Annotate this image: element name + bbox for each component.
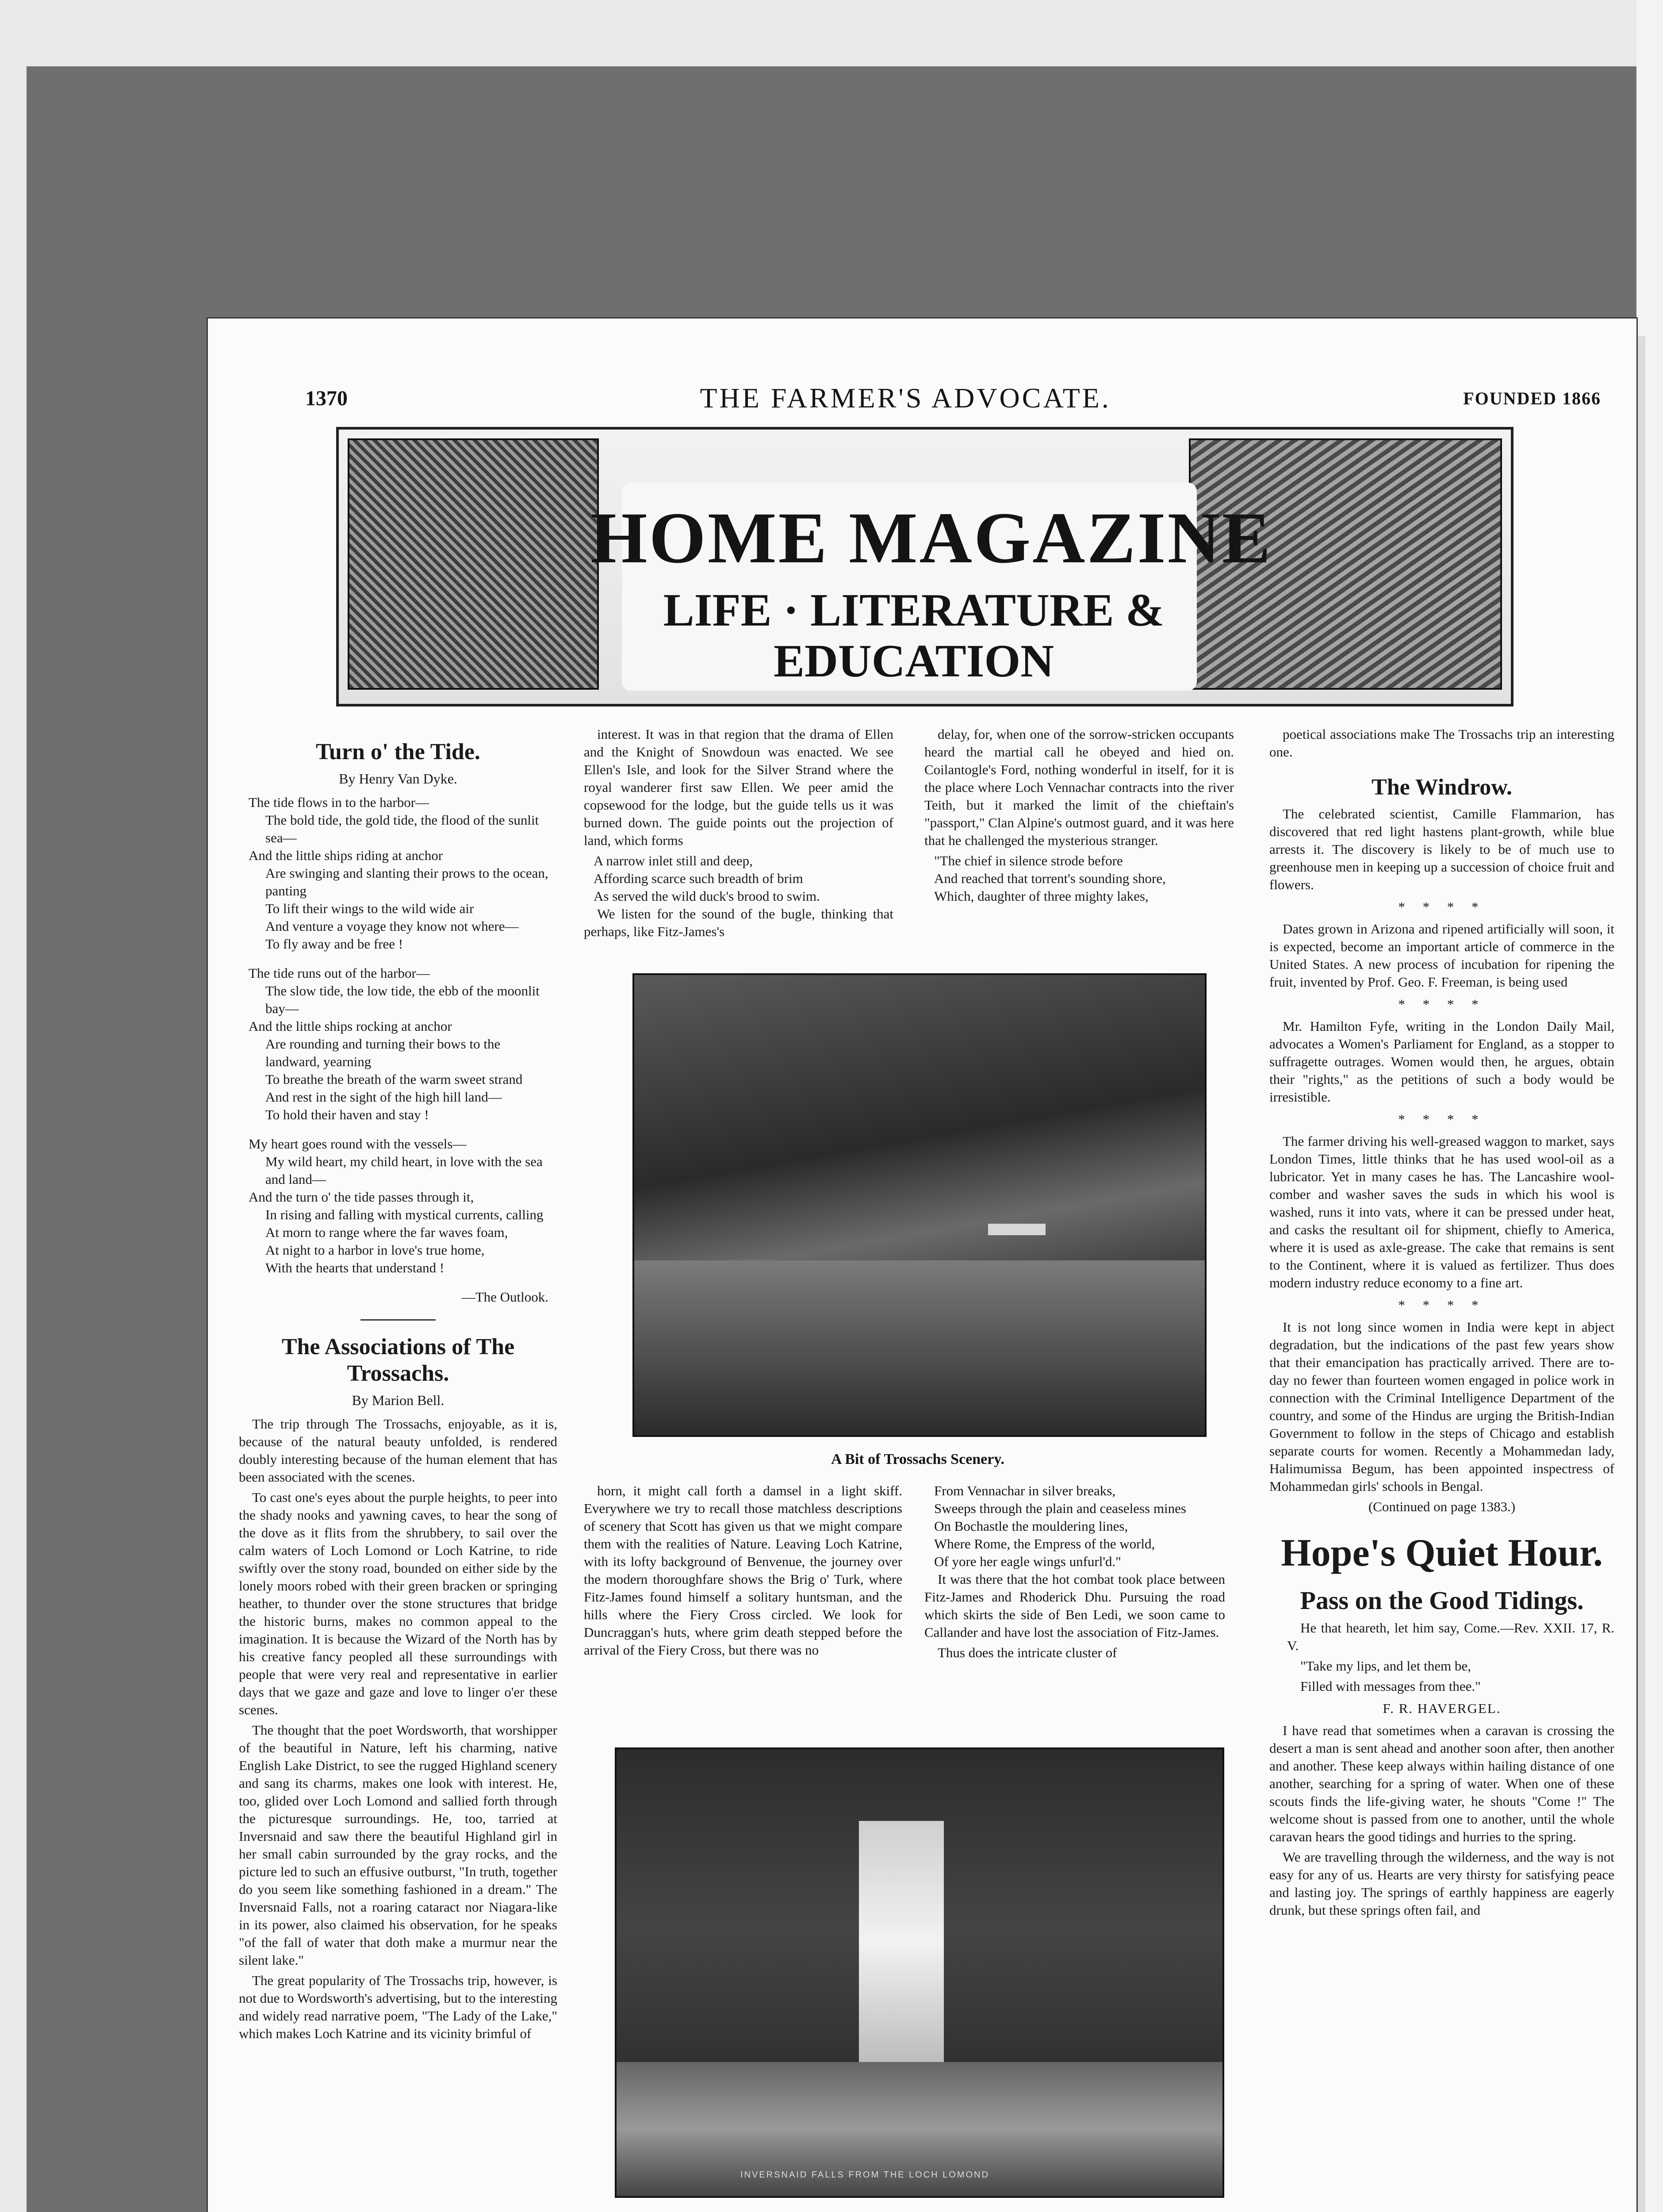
section-stars: * * * * [1398,996,1486,1012]
paragraph: The great popularity of The Trossachs trip, however, is not due to Wordsworth's advertising, but to the interesting and widely read narrative poem, "The Lady of the Lake," which makes Loch Katrine and its vicinity brimful of [239,1973,557,2041]
paragraph: Dates grown in Arizona and ripened artificially will soon, it is expected, become an important article of commerce in the United States. A new process of incubation for ripening the fruit, invented by Prof. Geo. F. Freeman, is being used [1269,921,1614,990]
verse-line: From Vennachar in silver breaks, [934,1483,1116,1498]
waterfall [859,1821,944,2062]
windrow-title: The Windrow. [1372,775,1512,800]
trossachs-scenery-photo [632,973,1207,1437]
poem-byline: By Henry Van Dyke. [339,771,457,787]
verse-line: "The chief in silence strode before [934,853,1123,868]
page-number: 1370 [305,386,348,410]
paragraph: We listen for the sound of the bugle, thinking that perhaps, like Fitz-James's [584,906,893,939]
column-2 [584,726,893,943]
column-3 [924,726,1234,905]
hymn-line: Filled with messages from thee." [1300,1678,1481,1694]
home-magazine-banner [336,427,1514,707]
newspaper-page [208,319,1636,2212]
page-header [305,382,1601,414]
paragraph: Thus does the intricate cluster of [938,1645,1117,1660]
verse-line: Where Rome, the Empress of the world, [934,1536,1155,1551]
section-stars: * * * * [1398,1111,1486,1127]
verse-line: Affording scarce such breadth of brim [594,871,803,886]
paragraph: To cast one's eyes about the purple heights, to peer into the shady nooks and yawning caves, to hear the song of the dove as it flits from the shrubbery, to sail over the calm waters of Loch Lomond or Loch Katrine, to ride swiftly over the stony road, bounded on either side by the lonely moors robed with their green bracken or springing heather, to thunder over the stone structures that bridge the historic burns, makes no common appeal to the imagination. It is because the Wizard of the North has by his creative fancy peopled all these surroundings with people that were very real and representative in earlier days that we gaze and gaze and love to linger o'er these scenes. [239,1490,557,1717]
paragraph: The farmer driving his well-greased waggon to market, says London Times, little thinks that he has used wool-oil as a lubricator. Yet in many cases he has. The Lancashire wool-comber and washer saves the suds in which his wool is washed, runs it into vats, where it can be pressed under heat, and casks the resultant oil for shipment, chiefly to America, where it is used as axle-grease. The cake that remains is sent to the Continent, where it is valued as fertilizer. Thus does modern industry reduce economy to a fine art. [1269,1133,1614,1290]
column-3-lower [924,1482,1225,1664]
cottage-illustration [348,438,599,690]
hymn-line: "Take my lips, and let them be, [1300,1658,1471,1674]
boat [988,1224,1046,1235]
paragraph: Mr. Hamilton Fyfe, writing in the London Daily Mail, advocates a Women's Parliament for England, as a stopper to suffragette outrages. Women would then, he argues, obtain their "rights," as the petitions of such a body would be irresistible. [1269,1018,1614,1105]
plate-text: INVERSNAID FALLS FROM THE LOCH LOMOND [740,2170,989,2180]
paragraph: The trip through The Trossachs, enjoyable, as it is, because of the natural beauty unfolded, is rendered doubly interesting because of the human element that has been associated with the scenes. [239,1416,557,1485]
paragraph: The celebrated scientist, Camille Flammarion, has discovered that red light hastens plant-growth, while blue arrests it. The discovery is likely to be of much use to greenhouse men in keeping up a succession of choice fruit and flowers. [1269,806,1614,892]
hopes-quiet-hour-title: Hope's Quiet Hour. [1281,1532,1603,1575]
continued-note: (Continued on page 1383.) [1368,1499,1516,1514]
poem-source: —The Outlook. [461,1289,548,1305]
poem-stanza-3: My heart goes round with the vessels— My wild heart, my child heart, in love with the sea and land— And the turn o' the tide passes through it, In rising and falling with mystical currents, calling At morn to range where the far waves foam, At night to a harbor in love's true home, With the hearts that understand ! [249,1136,544,1275]
scripture-reference: He that heareth, let him say, Come.—Rev. XXII. 17, R. V. [1287,1620,1614,1653]
paragraph: We are travelling through the wilderness, and the way is not easy for any of us. Hearts are very thirsty for satisfying peace and lasting joy. The springs of earthly happiness are eagerly drunk, but these springs often fail, and [1269,1849,1614,1918]
banner-title: HOME MAGAZINE [590,497,1272,578]
pass-on-title: Pass on the Good Tidings. [1300,1586,1584,1615]
hymn-attribution: F. R. HAVERGEL. [1383,1701,1501,1716]
paragraph: interest. It was in that region that the drama of Ellen and the Knight of Snowdoun was enacted. We see Ellen's Isle, and look for the Silver Strand where the royal wanderer first saw Ellen. We peer amid the copsewood for the lodge, but the guide tells us it was burned down. The guide points out the projection of land, which forms [584,726,893,848]
verse-line: Sweeps through the plain and ceaseless mines [934,1501,1186,1516]
paragraph: horn, it might call forth a damsel in a light skiff. Everywhere we try to recall those matchless descriptions of scenery that Scott has given us that we might compare them with the realities of Nature. Leaving Loch Katrine, with its lofty background of Benvenue, the journey over the modern thoroughfare shows the Brig o' Turk, where Fitz-James found himself a solitary huntsman, and the hills where the Fiery Cross circled. We look for Duncraggan's huts, where grim death stepped before the arrival of the Fiery Cross, but there was no [584,1483,902,1658]
paragraph: delay, for, when one of the sorrow-stricken occupants heard the martial call he obeyed and hied on. Coilantogle's Ford, nothing wonderful in itself, for it is the place where Loch Vennachar contracts into the river Teith, but it marked the limit of the chieftain's "passport," Clan Alpine's outmost guard, and it was here that he challenged the mysterious stranger. [924,726,1234,848]
verse-line: A narrow inlet still and deep, [594,853,753,868]
paragraph: It is not long since women in India were kept in abject degradation, but the indications of the past few years show that their emancipation has practically arrived. There are to-day no fewer than fourteen women engaged in police work in connection with the Criminal Intelligence Department of the country, and some of the Hindus are urging the British-Indian Government to follow in the steps of Chicago and establish separate courts for women. Recently a Mohammedan lady, Halimumissa Begum, has been appointed inspectress of Mohammedan girls' schools in Bengal. [1269,1319,1614,1494]
founded-date: FOUNDED 1866 [1463,388,1601,408]
paragraph: It was there that the hot combat took place between Fitz-James and Rhoderick Dhu. Pursuing the road which skirts the side of Ben Ledi, we soon came to Callander and have lost the association of Fitz-James. [924,1571,1225,1640]
verse-line: And reached that torrent's sounding shore, [934,871,1166,886]
poem-title: Turn o' the Tide. [316,739,480,764]
section-stars: * * * * [1398,899,1486,914]
paragraph: The thought that the poet Wordsworth, that worshipper of the beautiful in Nature, left his charming, native English Lake District, to see the rugged Highland scenery and sang its charms, makes one look with interest. He, too, glided over Loch Lomond and sallied forth through the picturesque surroundings. He, too, tarried at Inversnaid and saw there the beautiful Highland girl in her small cabin surrounded by the gray rocks, and the picture led to such an effusive outburst, "In truth, together do you seem like something fashioned in a dream." The Inversnaid Falls, not a roaring cataract nor Niagara-like in its power, also claimed his observation, for he speaks "of the fall of water that doth make a murmur near the silent lake." [239,1722,557,1968]
paragraph: I have read that sometimes when a caravan is crossing the desert a man is sent ahead and another soon after, then another and another. These keep always within hailing distance of one another, searching for a spring of water. When one of these scouts finds the life-giving water, he shouts "Come !" The welcome shout is passed from one to another, until the whole caravan hears the good tidings and hurries to the spring. [1269,1723,1614,1844]
column-2-lower [584,1482,902,1662]
photo-caption: A Bit of Trossachs Scenery. [831,1451,1004,1467]
banner-subtitle: LIFE · LITERATURE & EDUCATION [663,584,1165,687]
verse-line: As served the wild duck's brood to swim. [594,888,820,904]
poem-stanza-1: The tide flows in to the harbor— The bold tide, the gold tide, the flood of the sunlit sea— And the little ships riding at anchor Are swinging and slanting their prows to the ocean, panting To lift their wings to the wild wide air And venture a voyage they know not where— To fly away and be free ! [249,795,548,952]
associations-byline: By Marion Bell. [352,1392,444,1408]
column-4 [1269,726,1614,1922]
section-stars: * * * * [1398,1297,1486,1313]
divider [360,1319,436,1321]
poem-stanza-2: The tide runs out of the harbor— The slow tide, the low tide, the ebb of the moonlit bay— And the little ships rocking at anchor Are rounding and turning their bows to the landward, yearning To breathe the breath of the warm sweet strand And rest in the sight of the high hill land— To hold their haven and stay ! [249,965,540,1122]
paragraph: poetical associations make The Trossachs trip an interesting one. [1269,726,1614,760]
inversnaid-falls-photo [615,1747,1224,2198]
verse-line: On Bochastle the mouldering lines, [934,1518,1128,1534]
paper-title: THE FARMER'S ADVOCATE. [700,382,1111,414]
associations-title: The Associations of The Trossachs. [281,1334,515,1386]
column-1 [239,726,557,2045]
verse-line: Which, daughter of three mighty lakes, [934,888,1149,904]
verse-line: Of yore her eagle wings unfurl'd." [934,1554,1121,1569]
